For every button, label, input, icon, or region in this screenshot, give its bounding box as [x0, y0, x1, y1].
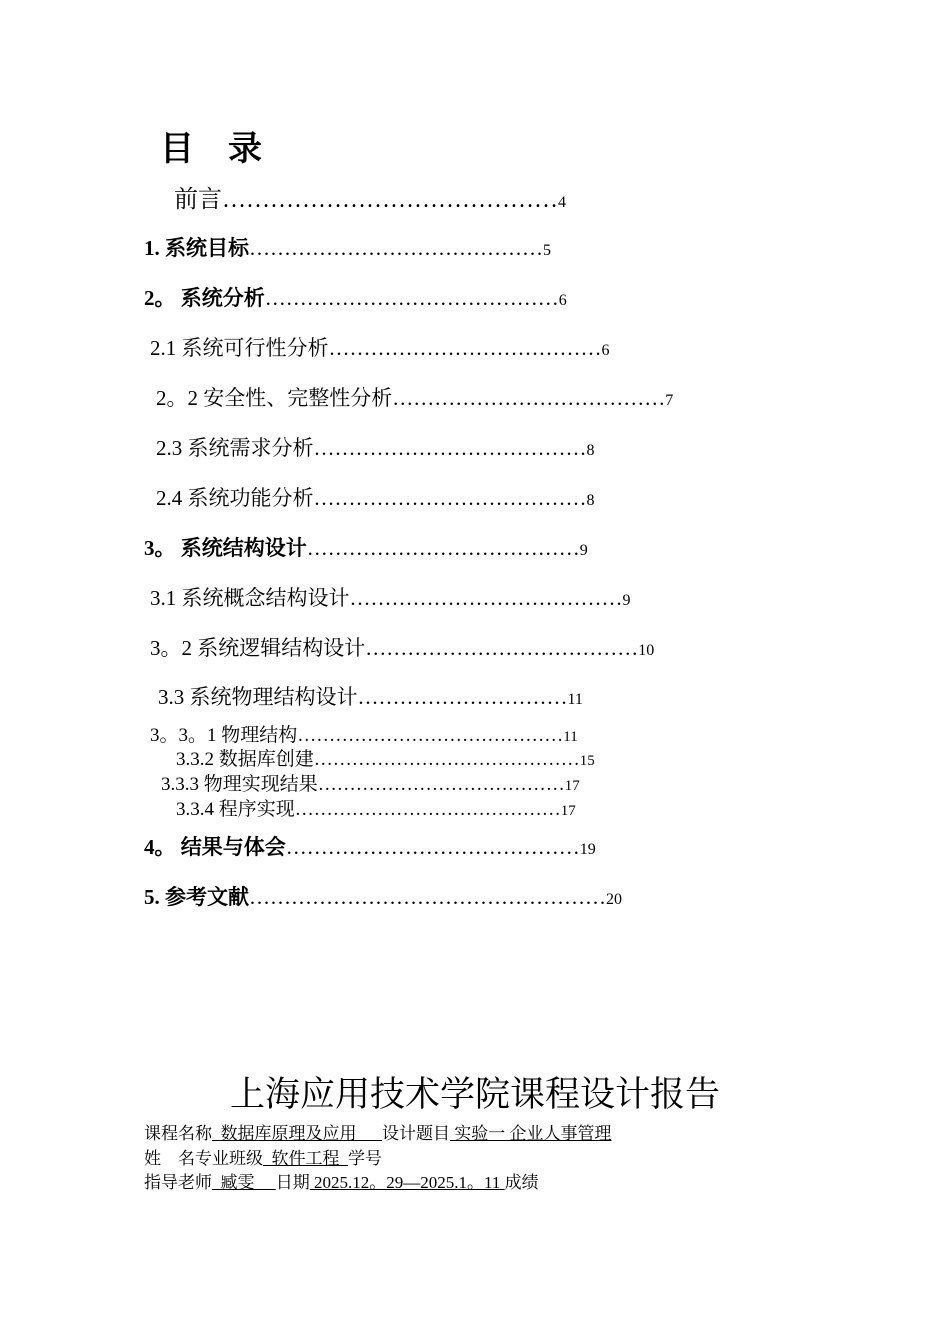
toc-dots: ……………………………………: [249, 236, 543, 260]
toc-title: [160, 133, 262, 167]
design-topic-label: 设计题目: [382, 1124, 450, 1143]
grade-label: 成绩: [504, 1173, 539, 1192]
report-title: 上海应用技术学院课程设计报告: [229, 1075, 720, 1114]
toc-entry-2[interactable]: [144, 288, 567, 309]
toc-page-number: 5: [543, 242, 551, 259]
toc-entry-label: 3.3.4 程序实现: [176, 799, 295, 820]
course-name-label: 课程名称: [144, 1124, 212, 1143]
toc-page-number: 8: [586, 492, 595, 509]
toc-entry-label: 3.3 系统物理结构设计: [158, 685, 358, 709]
toc-entry-3-3-3[interactable]: [161, 775, 580, 794]
toc-dots: …………………………………: [313, 436, 587, 460]
toc-title-char-2: 录: [228, 131, 262, 168]
toc-entry-3[interactable]: [144, 538, 588, 559]
toc-entry-3-3-4[interactable]: [176, 800, 576, 819]
design-topic-value: 实验一 企业人事管理: [450, 1124, 612, 1143]
toc-entry-label: 3.3.3 物理实现结果: [161, 774, 318, 795]
toc-entry-5[interactable]: [144, 887, 622, 908]
toc-dots: ……………………………………………: [249, 885, 606, 909]
toc-dots: ……………………………………: [313, 749, 580, 770]
toc-page-number: 17: [564, 778, 580, 794]
toc-dots: …………………………………: [365, 636, 639, 660]
student-name-label: 姓 名: [144, 1149, 195, 1168]
toc-entry-label: 2.1 系统可行性分析: [150, 336, 329, 360]
toc-entry-label: 3。 系统结构设计: [144, 536, 307, 560]
toc-page-number: 10: [638, 642, 655, 659]
toc-page-number: 11: [567, 691, 583, 708]
toc-page-number: 9: [622, 592, 631, 609]
teacher-label: 指导老师: [144, 1173, 212, 1192]
toc-page-number: 19: [579, 841, 596, 858]
toc-dots: …………………………………: [306, 536, 580, 560]
report-info-line-2: [144, 1150, 382, 1167]
toc-dots: …………………………: [357, 685, 568, 709]
toc-dots: ……………………………………: [297, 725, 564, 746]
toc-entry-label: 5. 参考文献: [144, 885, 249, 909]
toc-dots: …………………………………: [313, 486, 587, 510]
toc-page-number: 20: [606, 891, 622, 908]
report-info-line-3: [144, 1174, 539, 1191]
toc-page-number: 7: [665, 392, 674, 409]
toc-entry-label: 3。2 系统逻辑结构设计: [150, 636, 366, 660]
toc-entry-label: 2.4 系统功能分析: [156, 486, 314, 510]
toc-page-number: 6: [601, 342, 610, 359]
toc-dots: ……………………………………: [285, 835, 580, 859]
toc-page-number: 6: [558, 292, 567, 309]
toc-entry-label: 1. 系统目标: [144, 236, 249, 260]
toc-dots: …………………………………: [392, 386, 666, 410]
major-class-value: 软件工程: [263, 1149, 348, 1168]
major-class-label: 专业班级: [195, 1149, 263, 1168]
toc-page-number: 17: [560, 803, 576, 819]
toc-entry-label: 4。 结果与体会: [144, 835, 286, 859]
toc-page-number: 8: [586, 442, 595, 459]
toc-dots: ……………………………………: [294, 799, 561, 820]
toc-page-number: 4: [558, 194, 566, 211]
toc-entry-label: 2。 系统分析: [144, 286, 265, 310]
toc-entry-label: 3.3.2 数据库创建: [176, 749, 314, 770]
toc-title-char-1: 目: [160, 131, 194, 168]
toc-entry-2-1[interactable]: [150, 338, 610, 359]
toc-page-number: 11: [563, 729, 578, 745]
toc-entry-2-4[interactable]: [156, 488, 595, 509]
toc-page-number: 9: [579, 542, 588, 559]
toc-entry-2-3[interactable]: [156, 438, 595, 459]
toc-entry-preface[interactable]: [174, 188, 566, 212]
toc-dots: …………………………………: [328, 336, 602, 360]
toc-dots: …………………………………: [317, 774, 565, 795]
course-name-value: 数据库原理及应用: [212, 1124, 382, 1143]
teacher-value: 臧雯: [212, 1173, 276, 1192]
toc-dots: …………………………………: [349, 586, 623, 610]
toc-entry-3-3-2[interactable]: [176, 750, 595, 769]
toc-entry-4[interactable]: [144, 837, 596, 858]
toc-entry-3-1[interactable]: [150, 588, 631, 609]
date-value: 2025.12。29—2025.1。11: [309, 1173, 505, 1192]
toc-entry-2-2[interactable]: [156, 388, 673, 409]
toc-entry-label: 前言: [174, 187, 222, 213]
toc-entry-3-3[interactable]: [158, 687, 583, 708]
toc-page-number: 15: [579, 753, 595, 769]
date-label: 日期: [275, 1173, 310, 1192]
toc-entry-label: 3。3。1 物理结构: [150, 725, 298, 746]
toc-entry-1[interactable]: [144, 238, 551, 259]
toc-entry-3-2[interactable]: [150, 638, 654, 659]
toc-dots: ……………………………………: [222, 187, 558, 213]
toc-entry-label: 3.1 系统概念结构设计: [150, 586, 350, 610]
student-id-label: 学号: [348, 1149, 382, 1168]
toc-dots: ……………………………………: [264, 286, 559, 310]
toc-entry-label: 2.3 系统需求分析: [156, 436, 314, 460]
report-info-line-1: [144, 1125, 612, 1142]
toc-entry-3-3-1[interactable]: [150, 726, 578, 745]
toc-entry-label: 2。2 安全性、完整性分析: [156, 386, 393, 410]
